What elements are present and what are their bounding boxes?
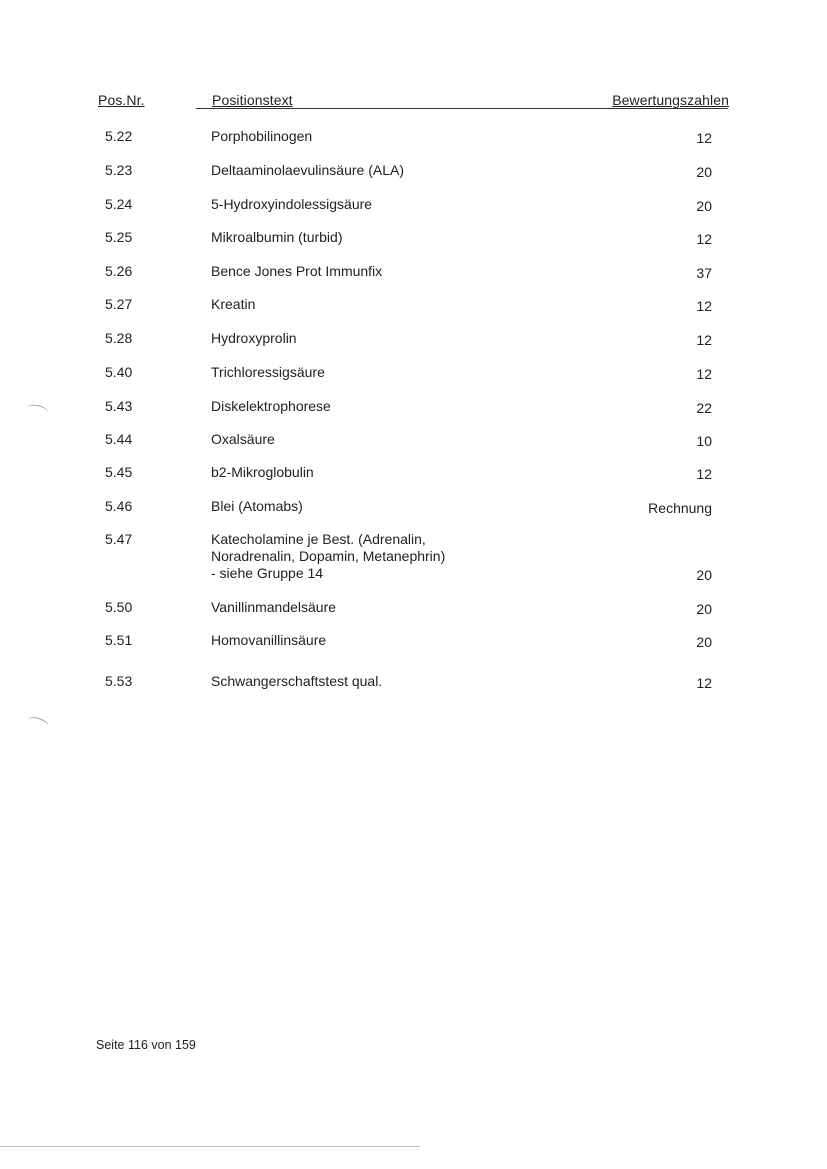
header-rule: [196, 108, 728, 109]
position-text-line: Vanillinmandelsäure: [211, 599, 337, 615]
bewertungszahl: 10: [696, 433, 712, 449]
bewertungszahl: 20: [696, 198, 712, 214]
position-text: [211, 229, 571, 246]
position-number: 5.24: [105, 196, 133, 212]
header-positionstext: Positionstext: [212, 92, 293, 108]
bewertungszahl: 20: [696, 634, 712, 650]
position-text: [211, 398, 571, 415]
position-text-line: Trichloressigsäure: [211, 364, 325, 380]
position-text-line: Blei (Atomabs): [211, 498, 303, 514]
position-text-line: b2-Mikroglobulin: [211, 464, 314, 480]
position-text-line: - siehe Gruppe 14: [211, 565, 324, 581]
position-text-line: Hydroxyprolin: [211, 330, 297, 346]
position-text: [211, 498, 571, 515]
bewertungszahl: 12: [696, 675, 712, 691]
position-number: 5.43: [105, 398, 133, 414]
position-number: 5.44: [105, 431, 133, 447]
position-text: [211, 162, 571, 179]
position-number: 5.26: [105, 263, 133, 279]
scan-mark: [25, 403, 49, 418]
header-bewertungszahlen: Bewertungszahlen: [612, 92, 729, 108]
position-text-line: Bence Jones Prot Immunfix: [211, 263, 383, 279]
position-number: 5.46: [105, 498, 133, 514]
position-number: 5.27: [105, 296, 133, 312]
position-number: 5.47: [105, 531, 133, 547]
position-number: 5.23: [105, 162, 133, 178]
bewertungszahl: 20: [696, 601, 712, 617]
position-text-line: Noradrenalin, Dopamin, Metanephrin): [211, 548, 446, 564]
bewertungszahl: 12: [696, 231, 712, 247]
position-text-line: Kreatin: [211, 296, 256, 312]
position-number: 5.53: [105, 673, 133, 689]
bewertungszahl: 20: [696, 164, 712, 180]
bewertungszahl: 12: [696, 466, 712, 482]
position-number: 5.28: [105, 330, 133, 346]
position-text: [211, 531, 571, 582]
position-text-line: Katecholamine je Best. (Adrenalin,: [211, 531, 426, 547]
position-text-line: Schwangerschaftstest qual.: [211, 673, 383, 689]
position-text-line: Mikroalbumin (turbid): [211, 229, 343, 245]
bewertungszahl: 12: [696, 332, 712, 348]
bewertungszahl: 22: [696, 400, 712, 416]
position-text-line: Porphobilinogen: [211, 128, 313, 144]
position-text: [211, 632, 571, 649]
scan-mark: [26, 715, 50, 732]
position-number: 5.40: [105, 364, 133, 380]
position-text-line: Diskelektrophorese: [211, 398, 331, 414]
position-text: [211, 599, 571, 616]
scan-edge-line: [0, 1146, 420, 1147]
bewertungszahl: 37: [696, 265, 712, 281]
position-number: 5.25: [105, 229, 133, 245]
position-text-line: 5-Hydroxyindolessigsäure: [211, 196, 373, 212]
position-text-line: Oxalsäure: [211, 431, 275, 447]
position-text: [211, 464, 571, 481]
bewertungszahl: 12: [696, 130, 712, 146]
position-text: [211, 263, 571, 280]
position-text: [211, 673, 571, 690]
bewertungszahl: 12: [696, 366, 712, 382]
position-text: [211, 330, 571, 347]
position-text-line: Homovanillinsäure: [211, 632, 327, 648]
bewertungszahl: 20: [696, 567, 712, 583]
position-text: [211, 196, 571, 213]
position-text: [211, 364, 571, 381]
page-number: Seite 116 von 159: [96, 1038, 196, 1052]
position-text: [211, 128, 571, 145]
position-number: 5.22: [105, 128, 133, 144]
position-text-line: Deltaaminolaevulinsäure (ALA): [211, 162, 404, 178]
position-text: [211, 296, 571, 313]
position-text: [211, 431, 571, 448]
position-number: 5.50: [105, 599, 133, 615]
bewertungszahl: 12: [696, 298, 712, 314]
position-number: 5.51: [105, 632, 133, 648]
position-number: 5.45: [105, 464, 133, 480]
bewertungszahl: Rechnung: [648, 500, 712, 516]
header-pos-nr: Pos.Nr.: [98, 92, 145, 108]
